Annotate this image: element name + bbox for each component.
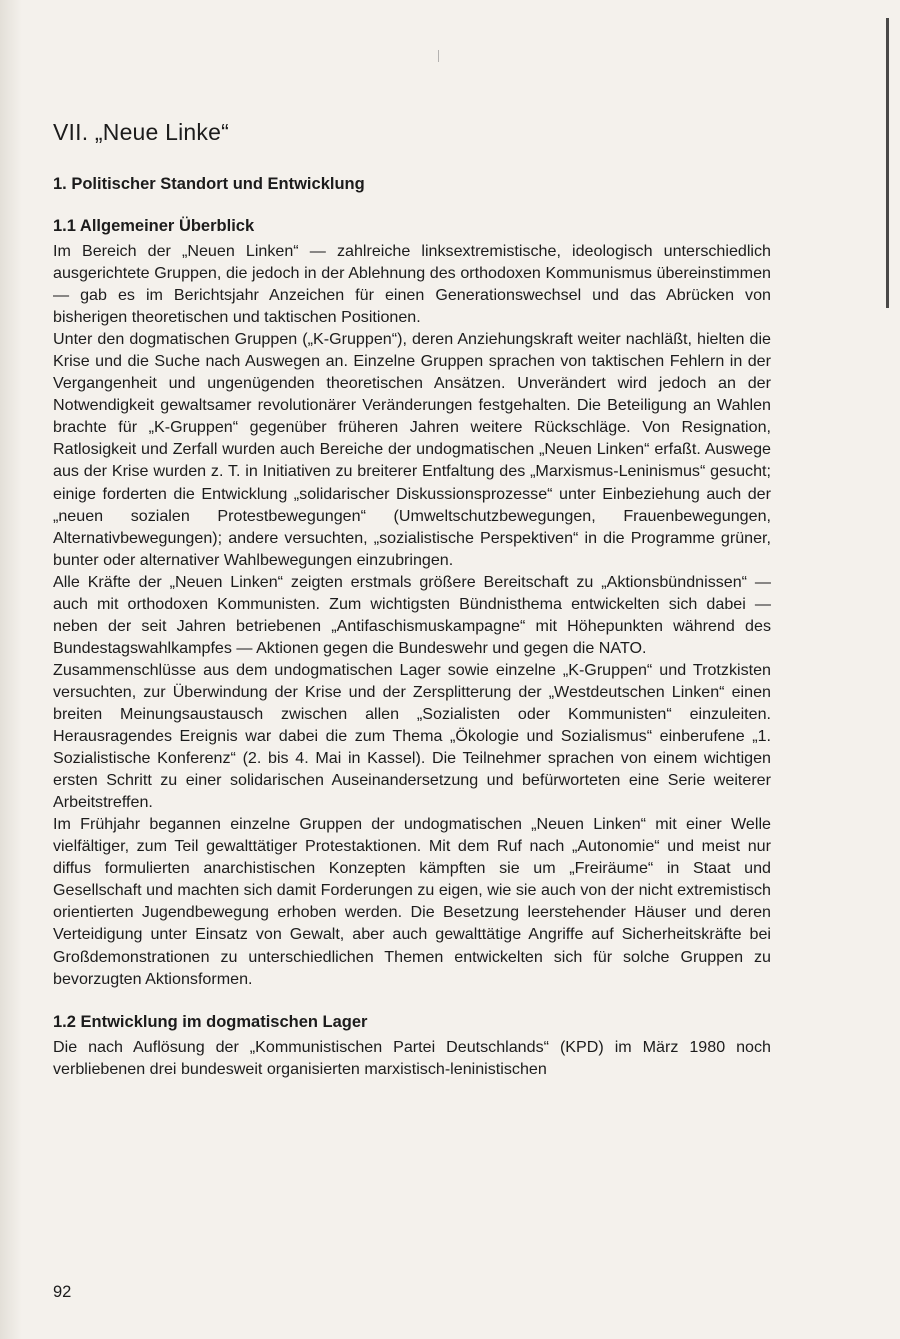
paragraph: Unter den dogmatischen Gruppen („K-Gruppen“), deren Anziehungskraft weiter nachläßt, hielten die Krise und die Suche nach Auswegen an. Einzelne Gruppen sprachen von taktischen Fehlern in der Vergangenheit und ungenügenden theoretischen Ansätzen. Unverändert wird jedoch an der Notwendigkeit gewaltsamer revolutionärer Veränderungen festgehalten. Die Beteiligung an Wahlen brachte für „K-Gruppen“ gegenüber früheren Jahren weitere Rückschläge. Von Resignation, Ratlosigkeit und Zerfall wurden auch Bereiche der undogmatischen „Neuen Linken“ erfaßt. Auswege aus der Krise wurden z. T. in Initiativen zu breiterer Entfaltung des „Marxismus-Leninismus“ gesucht; einige forderten die Entwicklung „solidarischer Diskussionsprozesse“ unter Einbeziehung auch der „neuen sozialen Protestbewegungen“ (Umweltschutzbewegungen, Frauenbewegungen, Alternativbewegungen); andere versuchten, „sozialistische Perspektiven“ in die Programme grüner, bunter oder alternativer Wahlbewegungen einzubringen. — [53, 330, 771, 569]
section-heading: 1. Politischer Standort und Entwicklung — [53, 175, 365, 193]
subsection-heading-1-1: 1.1 Allgemeiner Überblick — [53, 217, 255, 235]
paragraph: Im Bereich der „Neuen Linken“ — zahlreiche linksextremistische, ideologisch unterschiedlich ausgerichtete Gruppen, die jedoch in der Ablehnung des orthodoxen Kommunismus übereinstimmen — gab es im Berichtsjahr Anzeichen für einen Generationswechsel und das Abrücken von bisherigen theoretischen und taktischen Positionen. — [53, 242, 771, 327]
scan-speck — [438, 50, 439, 62]
subsection-heading-1-2: 1.2 Entwicklung im dogmatischen Lager — [53, 1012, 368, 1031]
chapter-title: VII. „Neue Linke“ — [53, 119, 229, 145]
page-number: 92 — [53, 1283, 72, 1301]
scan-edge-mark — [886, 18, 889, 308]
paragraph: Im Frühjahr begannen einzelne Gruppen der undogmatischen „Neuen Linken“ mit einer Welle vielfältiger, zum Teil gewalttätiger Protestaktionen. Mit dem Ruf nach „Autonomie“ und meist nur diffus formulierten anarchistischen Konzepten kämpften sie um „Freiräume“ in Staat und Gesellschaft und machten sich damit Forderungen zu eigen, wie sie auch von der nicht extremistisch orientierten Jugendbewegung erhoben werden. Die Besetzung leerstehender Häuser und deren Verteidigung unter Einsatz von Gewalt, aber auch gewalttätige Angriffe auf Sicherheitskräfte bei Großdemonstrationen zu unterschiedlichen Themen entwickelten sich für solche Gruppen zu bevorzugten Aktionsformen. — [53, 815, 771, 988]
page-content — [53, 118, 771, 1080]
paragraph: Die nach Auflösung der „Kommunistischen Partei Deutschlands“ (KPD) im März 1980 noch verbliebenen drei bundesweit organisierten marxistisch-leninistischen — [53, 1037, 771, 1078]
scan-shadow — [0, 0, 22, 1339]
paragraph: Zusammenschlüsse aus dem undogmatischen Lager sowie einzelne „K-Gruppen“ und Trotzkisten versuchten, zur Überwindung der Krise und der Zersplitterung der „Westdeutschen Linken“ einen breiten Meinungsaustausch zwischen allen „Sozialisten oder Kommunisten“ einzuleiten. Herausragendes Ereignis war dabei die zum Thema „Ökologie und Sozialismus“ einberufene „1. Sozialistische Konferenz“ (2. bis 4. Mai in Kassel). Die Teilnehmer sprachen von einem wichtigen ersten Schritt zu einer solidarischen Auseinandersetzung und befürworteten eine Serie weiterer Arbeitstreffen. — [53, 660, 771, 812]
paragraph: Alle Kräfte der „Neuen Linken“ zeigten erstmals größere Bereitschaft zu „Aktionsbündnissen“ — auch mit orthodoxen Kommunisten. Zum wichtigsten Bündnisthema entwickelten sich dabei — neben der seit Jahren betriebenen „Antifaschismuskampagne“ mit Höhepunkten während des Bundestagswahlkampfes — Aktionen gegen die Bundeswehr und gegen die NATO. — [53, 572, 771, 657]
